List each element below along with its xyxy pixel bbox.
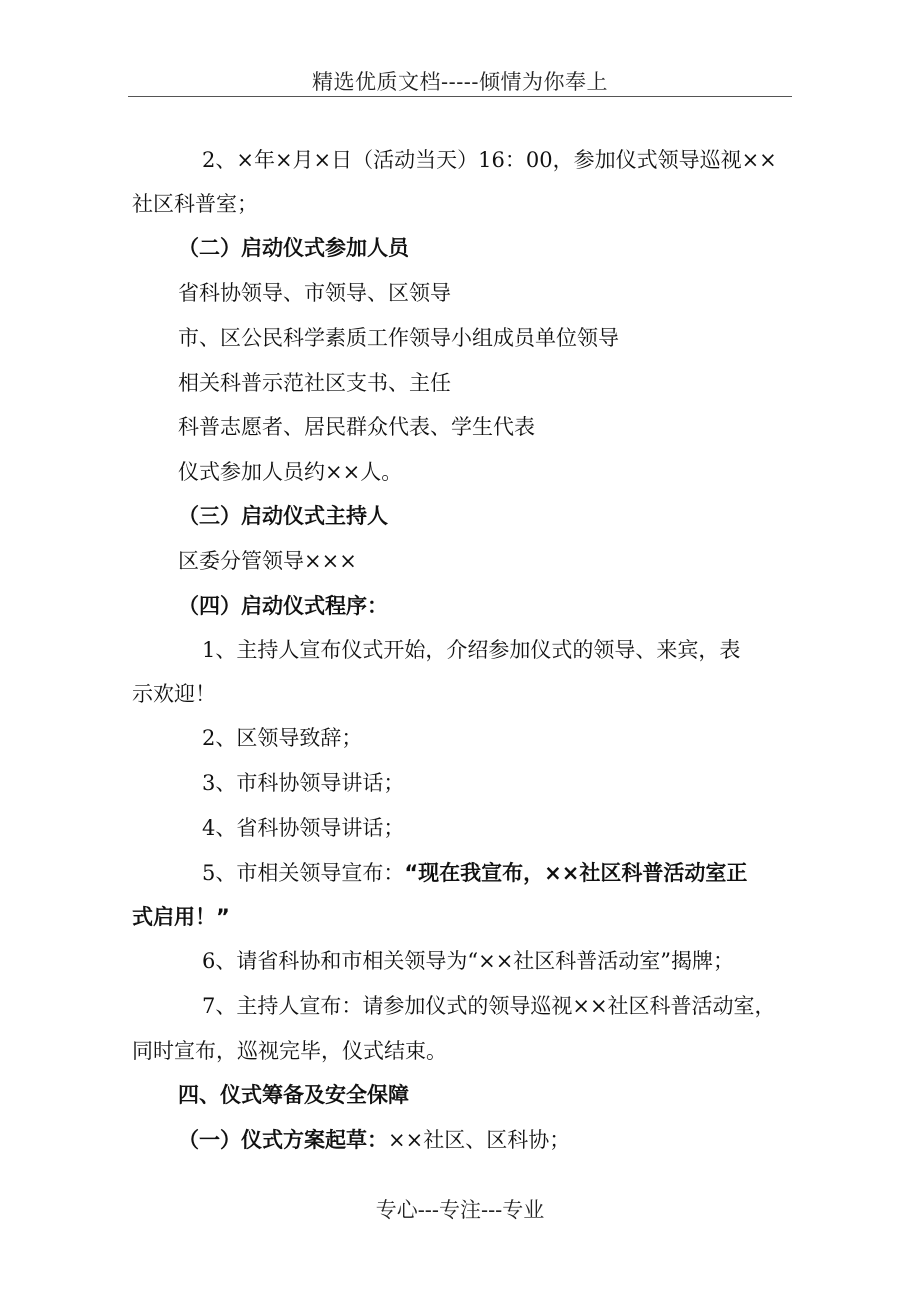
program-step-1-line2: 示欢迎！: [132, 682, 216, 706]
program-step-7-line1: 7、主持人宣布：请参加仪式的领导巡视××社区科普活动室，: [202, 994, 776, 1018]
heading-program: （四）启动仪式程序：: [178, 593, 388, 618]
program-step-1-line1: 1、主持人宣布仪式开始，介绍参加仪式的领导、来宾，表: [202, 638, 741, 662]
program-step-4: 4、省科协领导讲话；: [202, 816, 405, 840]
program-step-5-line1: [202, 855, 790, 891]
host-name: 区委分管领导×××: [178, 549, 357, 573]
heading-section-4: 四、仪式筹备及安全保障: [178, 1082, 409, 1107]
participant-3: 相关科普示范社区支书、主任: [178, 371, 451, 395]
heading-host: （三）启动仪式主持人: [178, 503, 388, 528]
schedule-item-2-line1: 2、×年×月×日（活动当天）16：00，参加仪式领导巡视××: [202, 148, 777, 172]
participant-2: 市、区公民科学素质工作领导小组成员单位领导: [178, 326, 619, 350]
heading-participants: （二）启动仪式参加人员: [178, 235, 409, 260]
program-step-3: 3、市科协领导讲话；: [202, 771, 405, 795]
program-step-5-prefix: 5、市相关领导宣布：: [202, 861, 405, 885]
subsection-1: [178, 1122, 838, 1158]
schedule-item-2-line2: 社区科普室；: [132, 192, 258, 216]
subsection-1-text: ××社区、区科协；: [388, 1128, 571, 1152]
participant-count: 仪式参加人员约××人。: [178, 460, 403, 484]
program-step-5-announcement: “现在我宣布，××社区科普活动室正: [404, 861, 748, 885]
program-step-5-line2: 式启用！”: [132, 905, 230, 929]
page-footer: 专心---专注---专业: [375, 1198, 545, 1222]
program-step-2: 2、区领导致辞；: [202, 726, 363, 750]
header-divider: [128, 96, 792, 97]
program-step-7-line2: 同时宣布，巡视完毕，仪式结束。: [132, 1039, 447, 1063]
participant-1: 省科协领导、市领导、区领导: [178, 281, 451, 305]
program-step-6: 6、请省科协和市相关领导为“××社区科普活动室”揭牌；: [202, 949, 735, 973]
participant-4: 科普志愿者、居民群众代表、学生代表: [178, 415, 535, 439]
page-header: 精选优质文档-----倾情为你奉上: [312, 70, 608, 94]
subsection-1-label: （一）仪式方案起草：: [178, 1127, 388, 1152]
